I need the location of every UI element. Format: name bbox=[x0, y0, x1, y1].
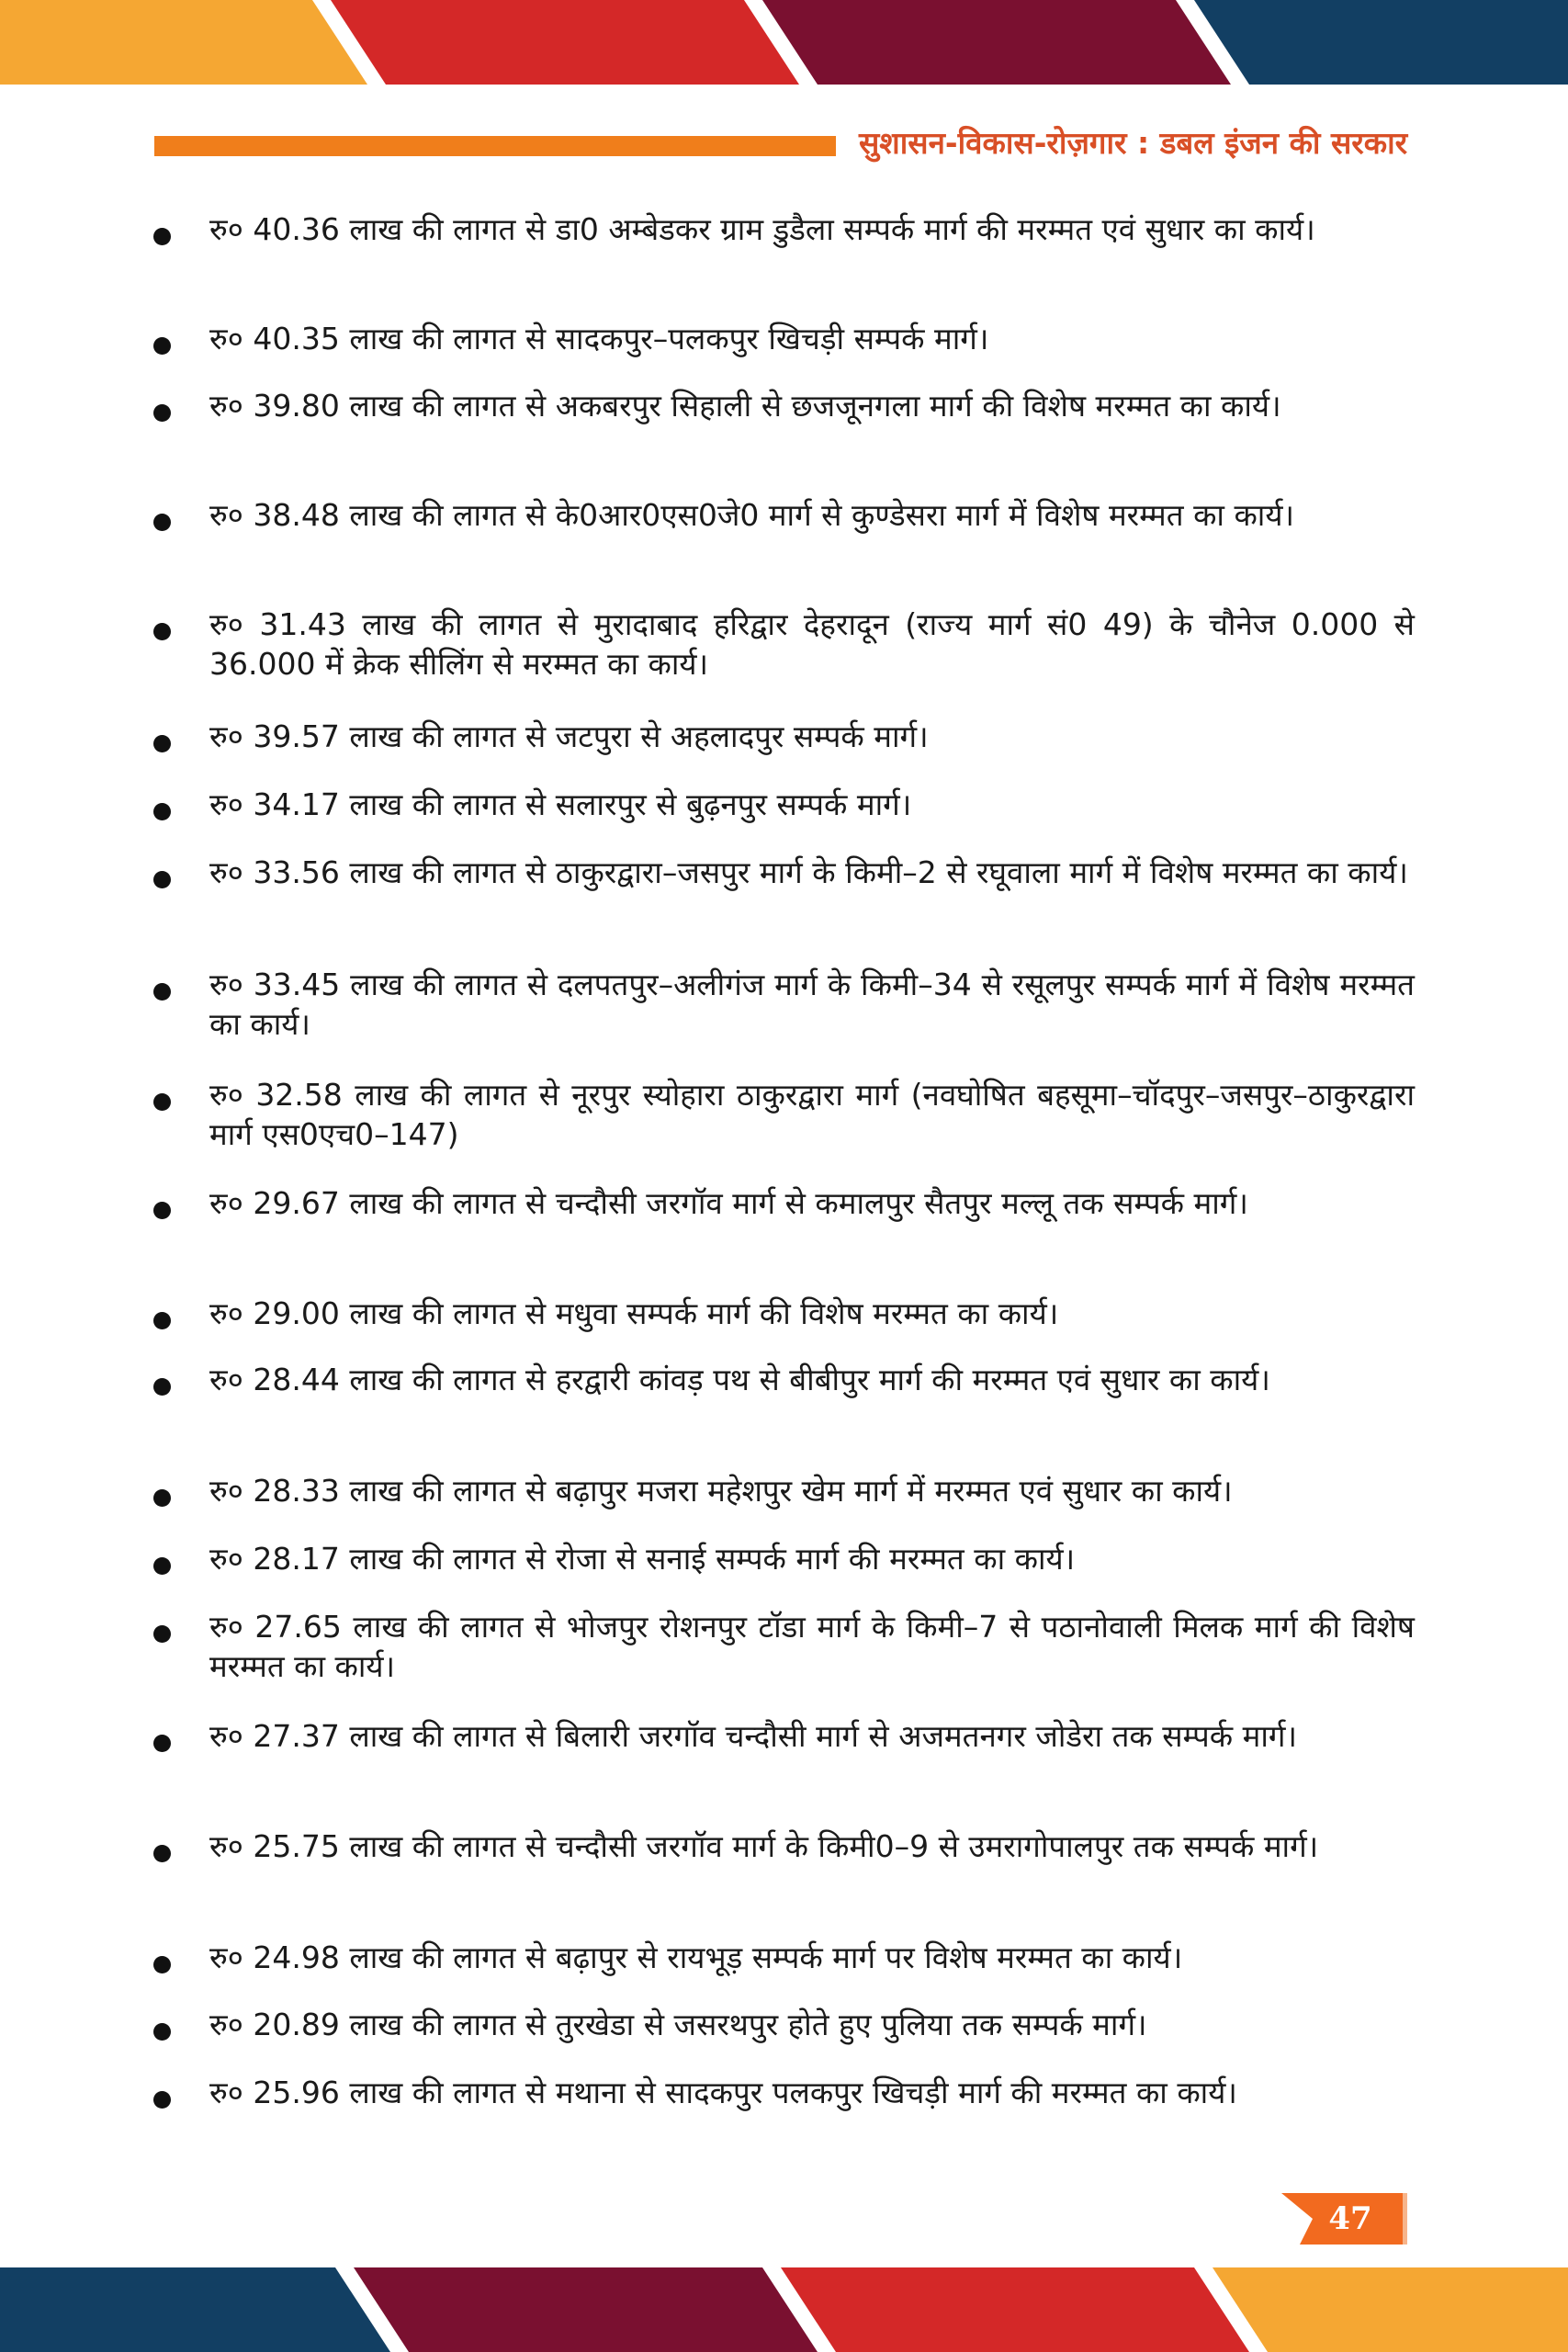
bullet-icon bbox=[153, 1093, 171, 1111]
bullet-icon bbox=[153, 1312, 171, 1329]
list-item-text: रु० 27.65 लाख की लागत से भोजपुर रोशनपुर टॉडा मार्ग के किमी–7 से पठानोवाली मिलक मार्ग की विशेष मरम्मत का कार्य। bbox=[209, 1609, 1415, 1684]
bullet-icon bbox=[153, 228, 171, 245]
list-item-text: रु० 29.67 लाख की लागत से चन्दौसी जरगॉव मार्ग से कमालपुर सैतपुर मल्लू तक सम्पर्क मार्ग। bbox=[209, 1185, 1248, 1221]
page-number-badge bbox=[1281, 2193, 1410, 2245]
bullet-icon bbox=[153, 623, 171, 640]
list-item-text: रु० 33.45 लाख की लागत से दलपतपुर–अलीगंज मार्ग के किमी–34 से रसूलपुर सम्पर्क मार्ग में विशेष मरम्मत का कार्य। bbox=[209, 967, 1415, 1042]
bullet-icon bbox=[153, 1845, 171, 1862]
list-item-text: रु० 25.75 लाख की लागत से चन्दौसी जरगॉव मार्ग के किमी0–9 से उमरागोपालपुर तक सम्पर्क मार्ग। bbox=[209, 1828, 1319, 1864]
list-item-text: रु० 33.56 लाख की लागत से ठाकुरद्वारा–जसपुर मार्ग के किमी–2 से रघूवाला मार्ग में विशेष मरम्मत का कार्य। bbox=[209, 854, 1408, 890]
bullet-icon bbox=[153, 2023, 171, 2041]
list-item-text: रु० 28.44 लाख की लागत से हरद्वारी कांवड़ पथ से बीबीपुर मार्ग की मरम्मत एवं सुधार का कार्य। bbox=[209, 1362, 1270, 1397]
bullet-icon bbox=[153, 871, 171, 888]
bullet-icon bbox=[153, 1625, 171, 1643]
list-item-text: रु० 34.17 लाख की लागत से सलारपुर से बुढ़नपुर सम्पर्क मार्ग। bbox=[209, 786, 912, 822]
bullet-icon bbox=[153, 1202, 171, 1219]
list-item-text: रु० 20.89 लाख की लागत से तुरखेडा से जसरथपुर होते हुए पुलिया तक सम्पर्क मार्ग। bbox=[209, 2007, 1147, 2042]
list-item-text: रु० 28.17 लाख की लागत से रोजा से सनाई सम्पर्क मार्ग की मरम्मत का कार्य। bbox=[209, 1541, 1076, 1577]
list-item-text: रु० 38.48 लाख की लागत से के0आर0एस0जे0 मार्ग से कुण्डेसरा मार्ग में विशेष मरम्मत का कार्य। bbox=[209, 497, 1294, 533]
list-item-text: रु० 24.98 लाख की लागत से बढ़ापुर से रायभूड़ सम्पर्क मार्ग पर विशेष मरम्मत का कार्य। bbox=[209, 1939, 1183, 1975]
bottom-decorative-band bbox=[0, 2267, 1568, 2352]
list-item-text: रु० 28.33 लाख की लागत से बढ़ापुर मजरा महेशपुर खेम मार्ग में मरम्मत एवं सुधार का कार्य। bbox=[209, 1473, 1233, 1509]
bullet-icon bbox=[153, 2091, 171, 2109]
bullet-icon bbox=[153, 803, 171, 820]
list-item-text: रु० 32.58 लाख की लागत से नूरपुर स्योहारा ठाकुरद्वारा मार्ग (नवघोषित बहसूमा–चॉदपुर–जसपुर–ठाकुरद्वारा मार्ग एस0एच0–147) bbox=[209, 1077, 1415, 1152]
running-header-title: सुशासन-विकास-रोज़गार : डबल इंजन की सरकार bbox=[859, 125, 1408, 161]
bullet-icon bbox=[153, 1735, 171, 1752]
list-item-text: रु० 39.80 लाख की लागत से अकबरपुर सिहाली से छजजूनगला मार्ग की विशेष मरम्मत का कार्य। bbox=[209, 388, 1281, 424]
list-item-text: रु० 40.36 लाख की लागत से डा0 अम्बेडकर ग्राम डुडैला सम्पर्क मार्ग की मरम्मत एवं सुधार का कार्य। bbox=[209, 211, 1315, 247]
bullet-icon bbox=[153, 1557, 171, 1575]
bullet-icon bbox=[153, 1956, 171, 1973]
bullet-icon bbox=[153, 404, 171, 422]
list-item-text: रु० 31.43 लाख की लागत से मुरादाबाद हरिद्वार देहरादून (राज्य मार्ग सं0 49) के चौनेज 0.000 से 36.000 में क्रेक सीलिंग से मरम्मत का कार्य। bbox=[209, 606, 1415, 682]
bullet-icon bbox=[153, 983, 171, 1001]
list-item-text: रु० 39.57 लाख की लागत से जटपुरा से अहलादपुर सम्पर्क मार्ग। bbox=[209, 718, 929, 754]
list-item-text: रु० 29.00 लाख की लागत से मधुवा सम्पर्क मार्ग की विशेष मरम्मत का कार्य। bbox=[209, 1295, 1059, 1331]
bullet-icon bbox=[153, 514, 171, 531]
bullet-icon bbox=[153, 735, 171, 752]
bullet-icon bbox=[153, 1378, 171, 1396]
bullet-icon bbox=[153, 337, 171, 355]
page-number: 47 bbox=[1328, 2200, 1372, 2237]
list-item-text: रु० 25.96 लाख की लागत से मथाना से सादकपुर पलकपुर खिचड़ी मार्ग की मरम्मत का कार्य। bbox=[209, 2075, 1237, 2110]
list-item-text: रु० 27.37 लाख की लागत से बिलारी जरगॉव चन्दौसी मार्ग से अजमतनगर जोडेरा तक सम्पर्क मार्ग। bbox=[209, 1718, 1298, 1754]
bullet-icon bbox=[153, 1489, 171, 1507]
list-item-text: रु० 40.35 लाख की लागत से सादकपुर–पलकपुर खिचड़ी सम्पर्क मार्ग। bbox=[209, 321, 989, 356]
